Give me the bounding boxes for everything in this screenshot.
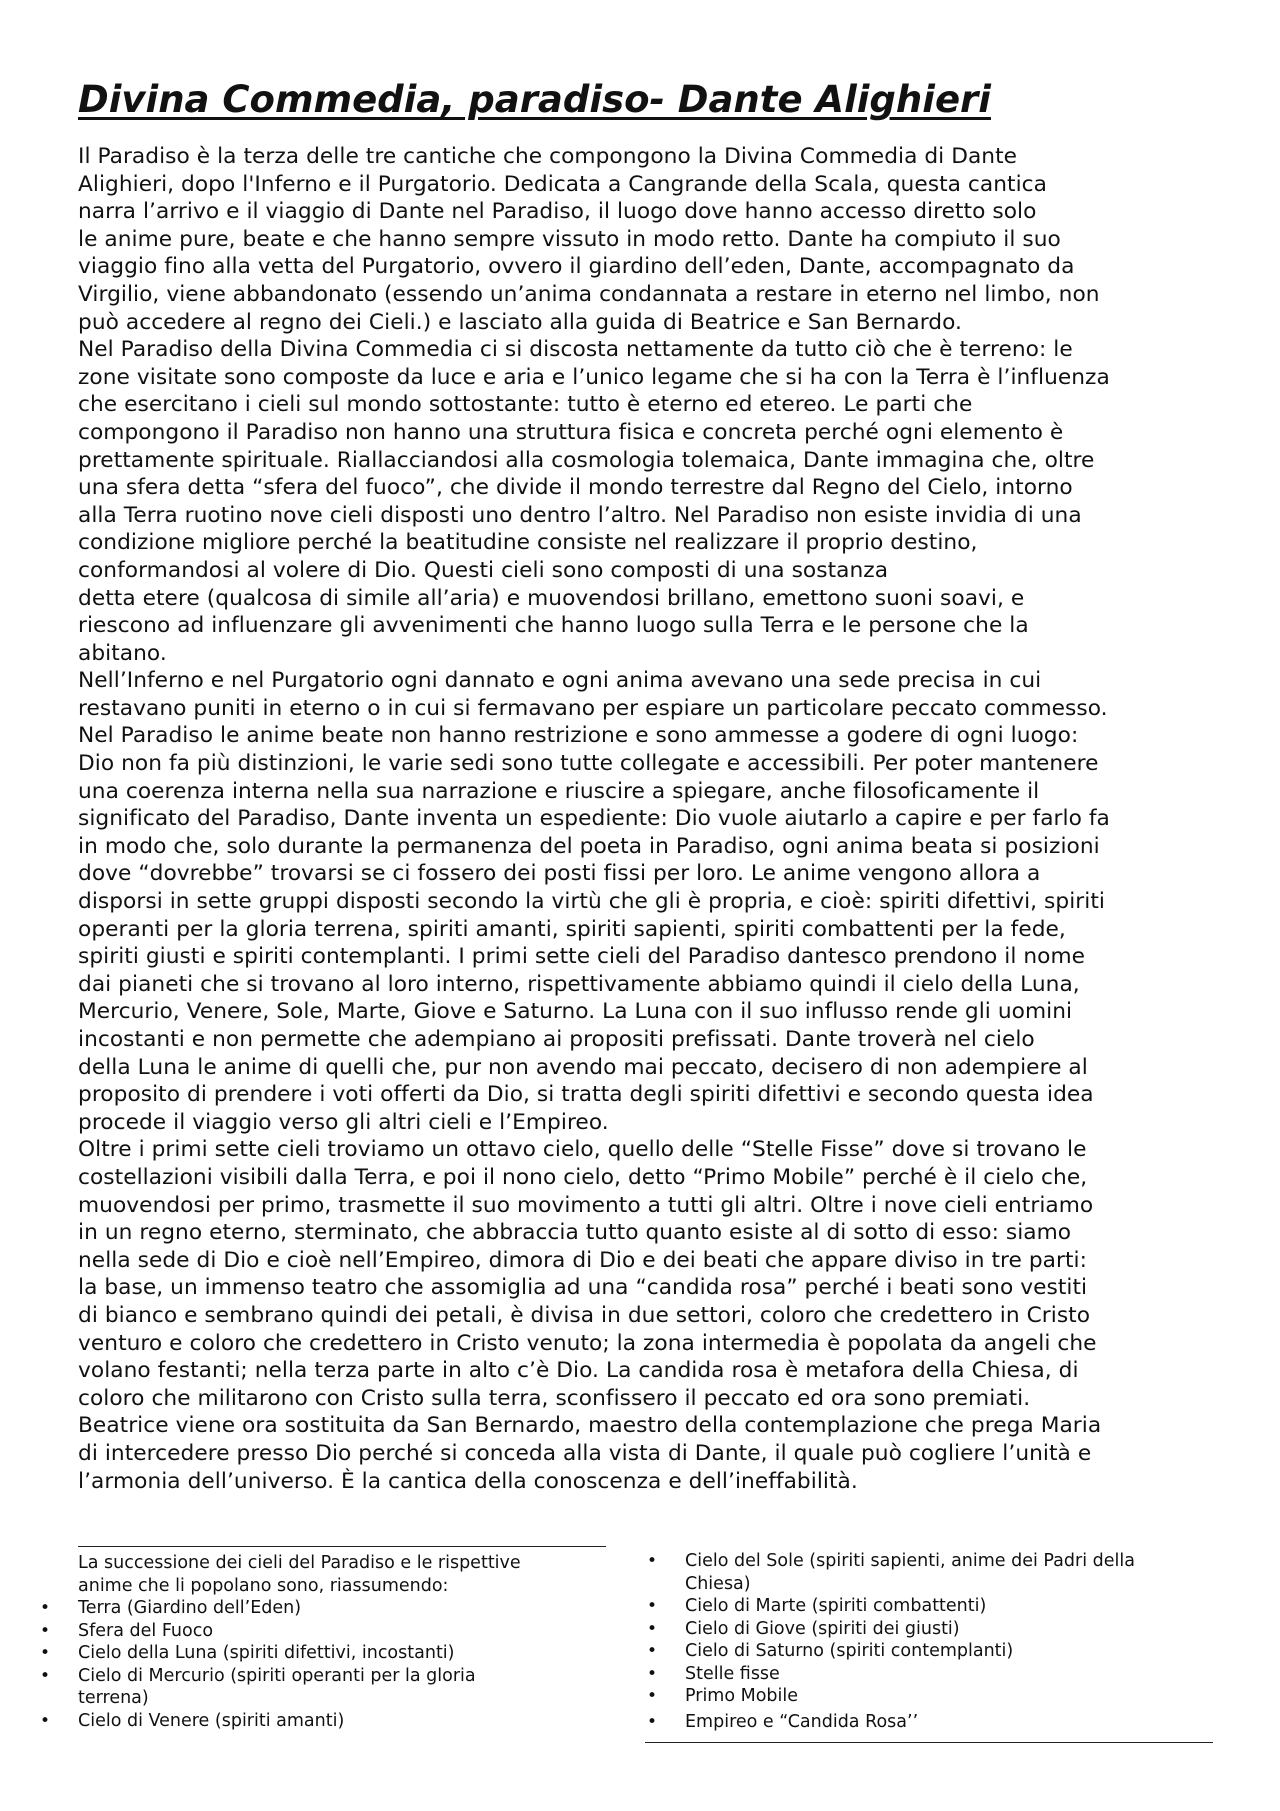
list-item: • Primo Mobile — [647, 1686, 799, 1706]
list-item: • Cielo della Luna (spiriti difettivi, incostanti) — [40, 1643, 455, 1663]
bullet-icon: • — [40, 1665, 51, 1686]
list-item: • Empireo e “Candida Rosa’’ — [647, 1711, 919, 1732]
list-item: • Cielo di Saturno (spiriti contemplanti) — [647, 1641, 1014, 1661]
list-item: • Cielo di Giove (spiriti dei giusti) — [647, 1618, 960, 1639]
list-item: • Terra (Giardino dell’Eden) — [40, 1598, 302, 1618]
list-item: • Stelle fisse — [647, 1663, 780, 1684]
bullet-icon: • — [647, 1618, 658, 1639]
heavens-list-left — [40, 1597, 548, 1732]
body-text — [78, 143, 1216, 1495]
bullet-icon: • — [647, 1711, 658, 1732]
bullet-icon: • — [647, 1686, 658, 1706]
list-item: • Cielo di Marte (spiriti combattenti) — [647, 1596, 987, 1616]
list-item: • Cielo di Venere (spiriti amanti) — [40, 1710, 345, 1731]
list-item: • Cielo del Sole (spiriti sapienti, anime dei Padri della Chiesa) — [647, 1551, 1135, 1594]
bullet-icon: • — [40, 1643, 51, 1663]
document-title: Divina Commedia, paradiso- Dante Alighieri — [78, 78, 991, 121]
bullet-icon: • — [647, 1641, 658, 1661]
paragraph-empyrean: Oltre i primi sette cieli troviamo un ottavo cielo, quello delle “Stelle Fisse” dove si trovano le costellazioni visibili dalla Terra, e poi il nono cielo, detto “Primo Mobile” perché è il cielo che, muovendosi per primo, trasmette il suo movimento a tutti gli altri. Oltre i nove cieli entriamo in un regno eterno, sterminato, che abbraccia tutto quanto esiste al di sotto di esso: siamo nella sede di Dio e cioè nell’Empireo, dimora di Dio e dei beati che appare diviso in tre parti: la base, un immenso teatro che assomiglia ad una “candida rosa” perché i beati sono vestiti di bianco e sembrano quindi dei petali, è divisa in due settori, coloro che credettero in Cristo venturo e coloro che credettero in Cristo venuto; la zona intermedia è popolata da angeli che volano festanti; nella terza parte in alto c’è Dio. La candida rosa è metafora della Chiesa, di coloro che militarono con Cristo sulla terra, sconfissero il peccato ed ora sono premiati. Beatrice viene ora sostituita da San Bernardo, maestro della contemplazione che prega Maria di intercedere presso Dio perché si conceda alla vista di Dante, il quale può cogliere l’unità e l’armonia dell’universo. È la cantica della conoscenza e dell’ineffabilità. — [78, 1137, 1102, 1494]
left-column-rule — [78, 1546, 606, 1547]
heavens-list-right — [647, 1550, 1205, 1733]
bullet-icon: • — [40, 1598, 51, 1618]
bullet-icon: • — [647, 1596, 658, 1616]
paragraph-structure: Nel Paradiso della Divina Commedia ci si discosta nettamente da tutto ciò che è terreno: le zone visitate sono composte da luce e aria e l’unico legame che si ha con la Terra è l’influenza che esercitano i cieli sul mondo sottostante: tutto è eterno ed etereo. Le parti che compongono il Paradiso non hanno una struttura fisica e concreta perché ogni elemento è prettamente spirituale. Riallacciandosi alla cosmologia tolemaica, Dante immagina che, oltre una sfera detta “sfera del fuoco”, che divide il mondo terrestre dal Regno del Cielo, intorno alla Terra ruotino nove cieli disposti uno dentro l’altro. Nel Paradiso non esiste invidia di una condizione migliore perché la beatitudine consiste nel realizzare il proprio destino, conformandosi al volere di Dio. Questi cieli sono composti di una sostanza detta etere (qualcosa di simile all’aria) e muovendosi brillano, emettono suoni soavi, e riescono ad influenzare gli avvenimenti che hanno luogo sulla Terra e le persone che la abitano. — [78, 337, 1110, 666]
paragraph-intro: Il Paradiso è la terza delle tre cantiche che compongono la Divina Commedia di Dante Alighieri, dopo l'Inferno e il Purgatorio. Dedicata a Cangrande della Scala, questa cantica narra l’arrivo e il viaggio di Dante nel Paradiso, il luogo dove hanno accesso diretto solo le anime pure, beate e che hanno sempre vissuto in modo retto. Dante ha compiuto il suo viaggio fino alla vetta del Purgatorio, ovvero il giardino dell’eden, Dante, accompagnato da Virgilio, viene abbandonato (essendo un’anima condannata a restare in eterno nel limbo, non può accedere al regno dei Cieli.) e lasciato alla guida di Beatrice e San Bernardo. — [78, 144, 1100, 335]
bullet-icon: • — [647, 1663, 658, 1684]
right-column-rule — [645, 1742, 1213, 1743]
list-item: • Cielo di Mercurio (spiriti operanti per la gloria terrena) — [40, 1665, 476, 1708]
bullet-icon: • — [40, 1710, 51, 1731]
summary-intro: La successione dei cieli del Paradiso e le rispettive anime che li popolano sono, riassumendo: — [78, 1553, 521, 1596]
bullet-icon: • — [40, 1620, 51, 1641]
paragraph-souls: Nell’Inferno e nel Purgatorio ogni dannato e ogni anima avevano una sede precisa in cui restavano puniti in eterno o in cui si fermavano per espiare un particolare peccato commesso. Nel Paradiso le anime beate non hanno restrizione e sono ammesse a godere di ogni luogo: Dio non fa più distinzioni, le varie sedi sono tutte collegate e accessibili. Per poter mantenere una coerenza interna nella sua narrazione e riuscire a spiegare, anche filosoficamente il significato del Paradiso, Dante inventa un espediente: Dio vuole aiutarlo a capire e per farlo fa in modo che, solo durante la permanenza del poeta in Paradiso, ogni anima beata si posizioni dove “dovrebbe” trovarsi se ci fossero dei posti fissi per loro. Le anime vengono allora a disporsi in sette gruppi disposti secondo la virtù che gli è propria, e cioè: spiriti difettivi, spiriti operanti per la gloria terrena, spiriti amanti, spiriti sapienti, spiriti combattenti per la fede, spiriti giusti e spiriti contemplanti. I primi sette cieli del Paradiso dantesco prendono il nome dai pianeti che si trovano al loro interno, rispettivamente abbiamo quindi il cielo della Luna, Mercurio, Venere, Sole, Marte, Giove e Saturno. La Luna con il suo influsso rende gli uomini incostanti e non permette che adempiano ai propositi prefissati. Dante troverà nel cielo della Luna le anime di quelli che, pur non avendo mai peccato, decisero di non adempiere al proposito di prendere i voti offerti da Dio, si tratta degli spiriti difettivi e secondo questa idea procede il viaggio verso gli altri cieli e l’Empireo. — [78, 668, 1110, 1135]
bullet-icon: • — [647, 1551, 658, 1571]
list-item: • Sfera del Fuoco — [40, 1620, 214, 1641]
